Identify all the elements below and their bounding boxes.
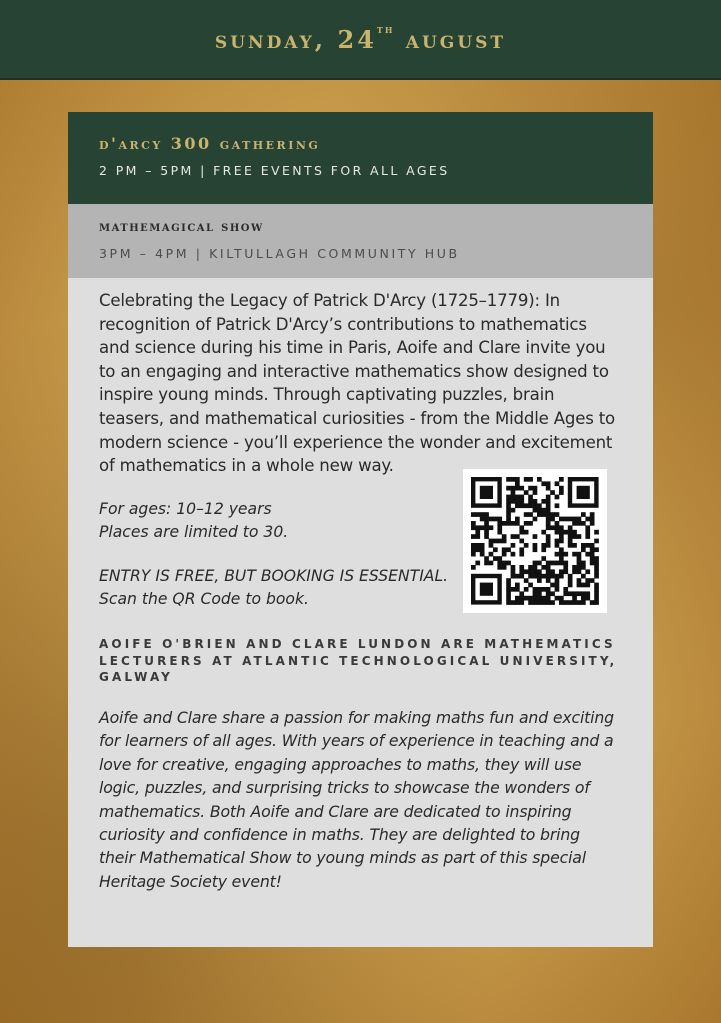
event-body <box>68 278 653 893</box>
event-card <box>68 112 653 947</box>
date-banner <box>0 0 721 80</box>
show-header <box>68 204 653 278</box>
intro-paragraph: Celebrating the Legacy of Patrick D'Arcy (1725–1779): In recognition of Patrick D'Arcy’s contributions to mathematics and science during his time in Paris, Aoife and Clare invite you to an engaging and interactive mathematics show designed to inspire young minds. Through captivating puzzles, brain teasers, and mathematical curiosities - from the Middle Ages to modern science - you’ll experience the wonder and excitement of mathematics in a whole new way. <box>99 291 615 476</box>
bio-paragraph: Aoife and Clare share a passion for making maths fun and exciting for learners of all ages. With years of experience in teaching and a love for creative, engaging approaches to maths, they will use logic, puzzles, and surprising tricks to showcase the wonders of mathematics. Both Aoife and Clare are dedicated to inspiring curiosity and confidence in maths. They are delighted to bring their Mathematical Show to young minds as part of this special Heritage Society event! <box>99 707 614 891</box>
lecturers-heading: AOIFE O'BRIEN AND CLARE LUNDON ARE MATHEMATICS LECTURERS AT ATLANTIC TECHNOLOGICAL UNIVERSITY, GALWAY <box>99 637 618 685</box>
event-date <box>214 22 507 54</box>
show-title: mathemagical show <box>99 218 264 235</box>
date-prefix: sunday, 24 <box>214 24 377 54</box>
qr-code-icon[interactable] <box>463 469 607 613</box>
entry-text: ENTRY IS FREE, BUT BOOKING IS ESSENTIAL. <box>99 566 449 585</box>
gathering-subtitle: 2 PM – 5PM | FREE EVENTS FOR ALL AGES <box>99 163 450 178</box>
places-text: Places are limited to 30. <box>99 523 289 542</box>
gathering-title: d'arcy 300 gathering <box>99 134 321 153</box>
date-ordinal: th <box>376 22 395 36</box>
show-subtitle: 3PM – 4PM | KILTULLAGH COMMUNITY HUB <box>99 246 460 261</box>
date-suffix: august <box>405 24 507 54</box>
gathering-header <box>68 112 653 204</box>
scan-text: Scan the QR Code to book. <box>99 589 309 608</box>
ages-text: For ages: 10–12 years <box>99 499 272 518</box>
